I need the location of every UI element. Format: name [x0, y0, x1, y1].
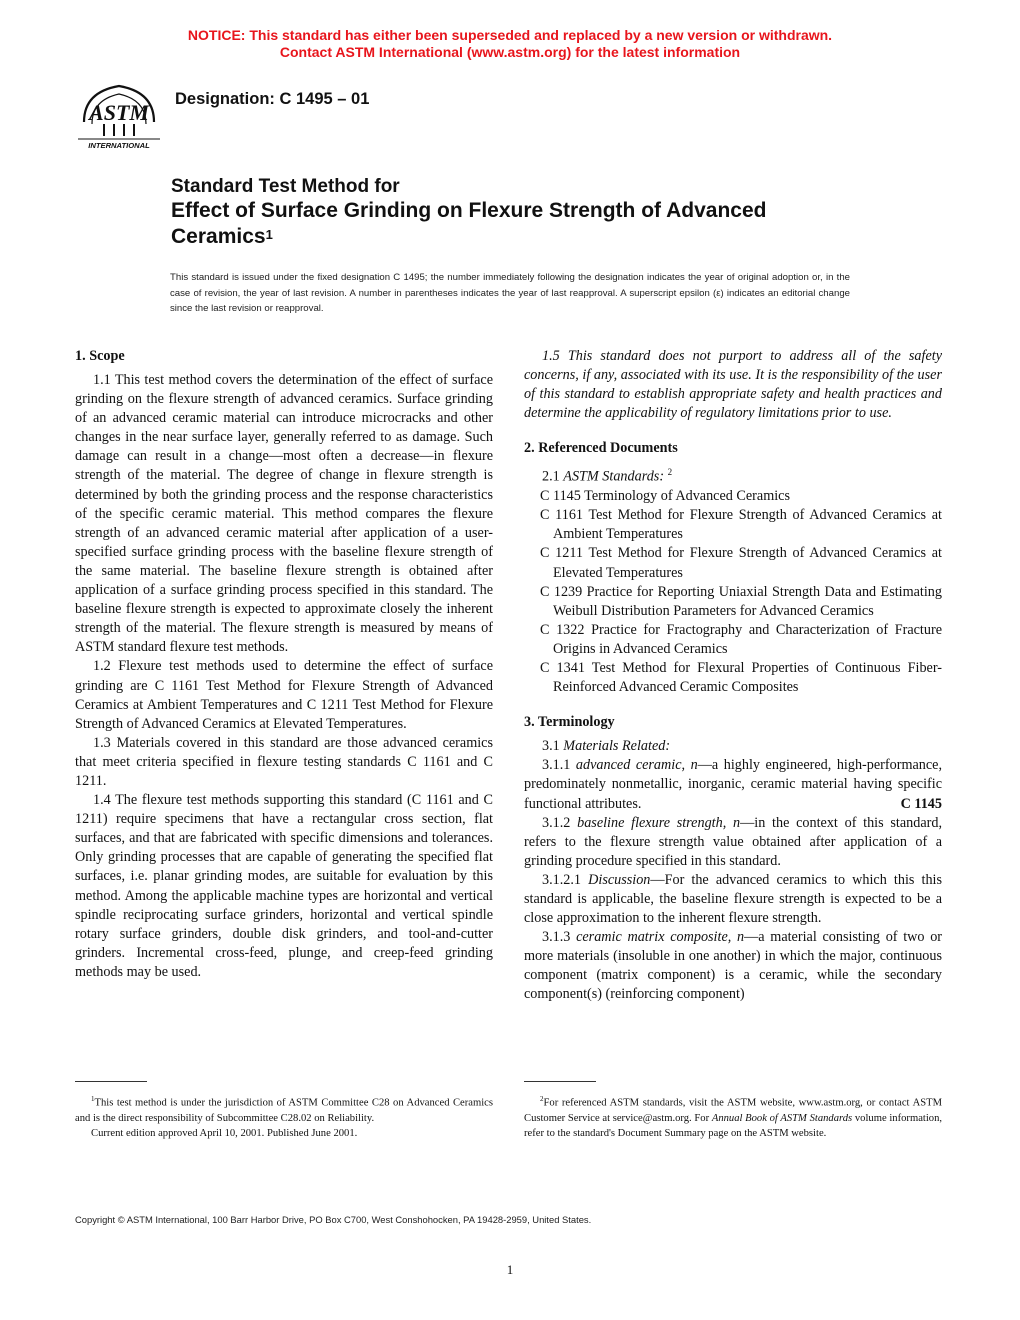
reference-item: C 1322 Practice for Fractography and Characterization of Fracture Origins in Advanced Ceramics [540, 621, 942, 657]
reference-item: C 1161 Test Method for Flexure Strength of Advanced Ceramics at Ambient Temperatures [540, 507, 942, 543]
footnote-2-text-b: volume information, refer to the standard's Document Summary page on the ASTM website. [524, 1112, 943, 1140]
footnote-1-text: This test method is under the jurisdiction of ASTM Committee C28 on Advanced Ceramics and is the direct responsibility of Subcommittee C28.02 on Reliability. [75, 1097, 493, 1124]
footnote-left [75, 1092, 493, 1141]
reference-item: C 1239 Practice for Reporting Uniaxial Strength Data and Estimating Weibull Distribution Parameters for Advanced Ceramics [540, 583, 942, 619]
footnote-2-mark: 2 [540, 1095, 544, 1103]
section-heading-referenced-documents: 2. Referenced Documents [524, 440, 678, 457]
page-number: 1 [506, 1262, 514, 1277]
term-3-1-2-definition: —in the context of this standard, refers to the flexure strength value obtained after application of a grinding procedure specified in this standard. [524, 814, 942, 869]
right-column [524, 347, 942, 1005]
term-3-1-number: 3.1 [542, 738, 560, 755]
section-heading-scope: 1. Scope [75, 348, 125, 364]
term-3-1-1 [524, 756, 942, 813]
term-3-1-1-definition: —a highly engineered, high-performance, predominately nonmetallic, inorganic, ceramic material having specific functional attributes. [524, 757, 943, 812]
footnote-2-text-a: For referenced ASTM standards, visit the ASTM website, www.astm.org, or contact ASTM Customer Service at service@astm.org. For [524, 1097, 942, 1124]
notice-line-2: Contact ASTM International (www.astm.org) for the latest information [279, 44, 741, 60]
refs-intro-footnote: 2 [667, 467, 673, 478]
title-line-3 [171, 224, 931, 250]
document-title [171, 176, 931, 250]
term-3-1-text: Materials Related: [563, 738, 671, 755]
paragraph-1-5-text: 1.5 This standard does not purport to address all of the safety concerns, if any, associated with its use. It is the responsibility of the user of this standard to establish appropriate safety and health practices and determine the applicability of regulatory limitations prior to use. [524, 348, 942, 422]
footnote-2-italic: Annual Book of ASTM Standards [711, 1112, 853, 1124]
reference-item: C 1145 Terminology of Advanced Ceramics [540, 488, 790, 505]
term-3-1-1-term: advanced ceramic, n [575, 757, 698, 774]
refs-intro [524, 463, 942, 487]
footnote-rule-right [524, 1081, 596, 1082]
term-3-1-2-term: baseline flexure strength, n [577, 814, 741, 831]
refs-intro-number: 2.1 [542, 469, 560, 486]
term-3-1-2-1-definition: —For the advanced ceramics to which this this standard is applicable, the baseline flexure strength is expected to be a close approximation to the inherent flexure strength. [524, 871, 942, 927]
footnote-2 [524, 1092, 942, 1141]
term-3-1-3-number: 3.1.3 [542, 929, 571, 946]
title-line-1: Standard Test Method for [171, 176, 400, 197]
footnote-1 [75, 1092, 493, 1126]
term-3-1-3-definition: —a material consisting of two or more materials (insoluble in one another) in which the major, continuous component (matrix component) is a ceramic, while the secondary component(s) (reinforcing component) [524, 929, 943, 1003]
paragraph-1-3: 1.3 Materials covered in this standard are those advanced ceramics that meet criteria specified in flexure testing standards C 1161 and C 1211. [75, 734, 493, 789]
reference-item: C 1211 Test Method for Flexure Strength of Advanced Ceramics at Elevated Temperatures [540, 545, 942, 581]
term-3-1-2-1-term: Discussion [588, 871, 651, 888]
term-3-1-2-1 [524, 871, 942, 928]
logo-subtext: INTERNATIONAL [88, 141, 150, 150]
paragraph-1-1: 1.1 This test method covers the determination of the effect of surface grinding on the flexure strength of advanced ceramics. Surface grinding of an advanced ceramic material can introduce microcracks and other changes in the near surface layer, generally referred to as damage. Such damage can result in a change—most often a decrease—in flexure strength of the material. The degree of change in flexure strength is determined by both the grinding process and the response characteristics of the specific ceramic material. This method compares the flexure strength of an advanced ceramic material after application of a user-specified surface grinding process with the baseline flexure strength of the same material. The baseline flexure strength is obtained after application of a surface grinding process specified in this standard. The baseline flexure strength is expected to approximate closely the inherent strength of the material. The flexure strength is measured by means of ASTM standard flexure test methods. [75, 372, 493, 656]
term-3-1 [524, 737, 942, 756]
paragraph-1-5 [524, 347, 942, 423]
term-3-1-1-number: 3.1.1 [542, 757, 571, 774]
copyright: Copyright © ASTM International, 100 Barr Harbor Drive, PO Box C700, West Conshohocken, PA 19428-2959, United States. [75, 1214, 592, 1225]
designation: Designation: C 1495 – 01 [175, 90, 370, 108]
footnote-1-mark: 1 [91, 1095, 95, 1103]
term-3-1-2-1-number: 3.1.2.1 [542, 871, 582, 888]
issue-note: This standard is issued under the fixed designation C 1495; the number immediately following the designation indicates the year of original adoption or, in the case of revision, the year of last revision. A number in parentheses indicates the year of last reapproval. A superscript epsilon (ε) indicates an editorial change since the last revision or reapproval. [170, 272, 850, 314]
term-3-1-1-reference: C 1145 [900, 795, 942, 812]
footnote-right [524, 1092, 942, 1141]
reference-item: C 1341 Test Method for Flexural Properties of Continuous Fiber-Reinforced Advanced Ceramic Composites [540, 660, 942, 696]
reference-list [540, 487, 942, 697]
paragraph-1-4: 1.4 The flexure test methods supporting this standard (C 1161 and C 1211) require specimens that have a rectangular cross section, flat surfaces, and that are fabricated with specific dimensions and tolerances. Only grinding processes that are capable of generating the specified flat surfaces, i.e. planar grinding modes, are suitable for evaluation by this method. Among the applicable machine types are horizontal and vertical spindle reciprocating surface grinders, horizontal and vertical spindle rotary surface grinders, double disk grinders, and tool-and-cutter grinders. Incremental cross-feed, plunge, and creep-feed grinding methods may be used. [75, 792, 493, 980]
title-line-2: Effect of Surface Grinding on Flexure Strength of Advanced [171, 199, 767, 222]
refs-intro-text: ASTM Standards: [563, 469, 665, 486]
footnote-rule-left [75, 1081, 147, 1082]
notice-line-1: NOTICE: This standard has either been superseded and replaced by a new version or withdrawn. [187, 27, 833, 43]
logo-text: ASTM [89, 100, 149, 125]
section-heading-terminology: 3. Terminology [524, 714, 615, 731]
term-3-1-3 [524, 928, 942, 1004]
title-line-3-text: Ceramics [171, 225, 266, 248]
footnote-1-edition: Current edition approved April 10, 2001. Published June 2001. [91, 1128, 358, 1140]
left-column [75, 347, 493, 982]
title-footnote-mark: 1 [265, 227, 273, 242]
term-3-1-3-term: ceramic matrix composite, n [576, 929, 745, 946]
astm-logo [74, 78, 164, 150]
term-3-1-2 [524, 814, 942, 871]
term-3-1-2-number: 3.1.2 [542, 814, 571, 831]
paragraph-1-2: 1.2 Flexure test methods used to determine the effect of surface grinding are C 1161 Test Method for Flexure Strength of Advanced Ceramics at Ambient Temperatures and C 1211 Test Method for Flexure Strength of Advanced Ceramics at Elevated Temperatures. [75, 658, 493, 732]
withdrawal-notice [0, 27, 1020, 61]
